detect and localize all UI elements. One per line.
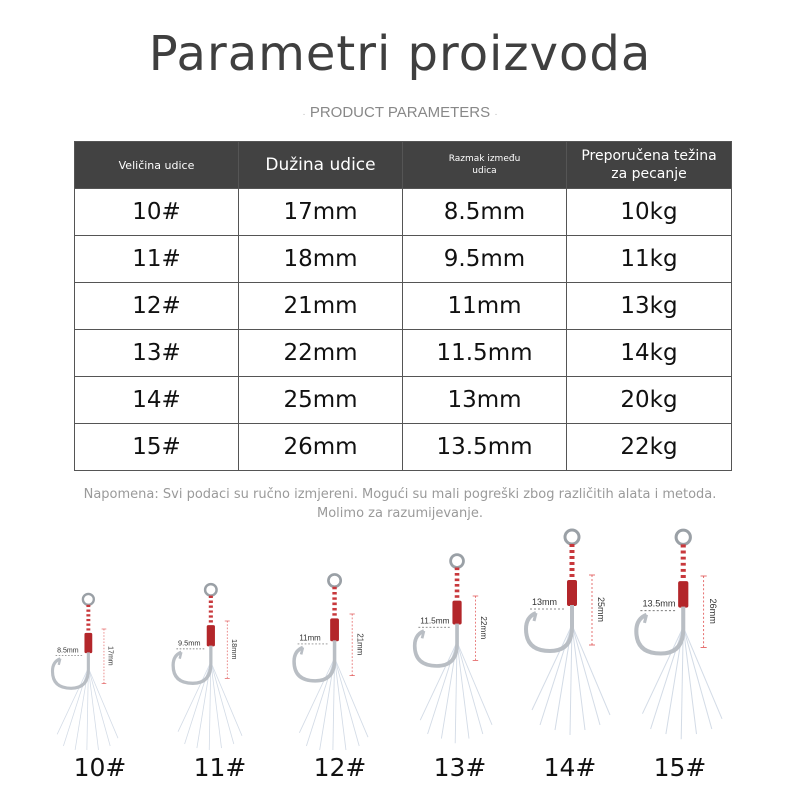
size-cell: 14#: [75, 377, 239, 424]
page-title: Parametri proizvoda: [148, 26, 652, 82]
table-row: [75, 236, 732, 283]
weight-cell: 13kg: [567, 283, 732, 330]
hook-item: [160, 520, 280, 800]
hook-size-label: 12#: [313, 753, 367, 782]
size-cell: 11#: [75, 236, 239, 283]
note-line-2: Molimo za razumijevanje.: [317, 506, 483, 521]
table-row: [75, 424, 732, 471]
header-length: Dužina udice: [239, 142, 403, 189]
table-body: [75, 189, 732, 471]
hook-length-label: 22mm: [478, 616, 488, 640]
header-size: Veličina udice: [75, 142, 239, 189]
length-cell: 17mm: [239, 189, 403, 236]
weight-cell: 10kg: [567, 189, 732, 236]
hooks-illustration: [0, 520, 800, 800]
gap-cell: 8.5mm: [403, 189, 567, 236]
gap-cell: 13mm: [403, 377, 567, 424]
hook-drawing: [160, 520, 280, 750]
table-row: [75, 330, 732, 377]
note-line-1: Napomena: Svi podaci su ručno izmjereni. Mogući su mali pogreški zbog različitih alata i metoda.: [83, 487, 717, 502]
hook-size-label: 11#: [193, 753, 247, 782]
hook-length-label: 21mm: [355, 633, 365, 656]
gap-cell: 9.5mm: [403, 236, 567, 283]
hook-item: [620, 520, 740, 800]
size-cell: 12#: [75, 283, 239, 330]
length-cell: 18mm: [239, 236, 403, 283]
weight-cell: 14kg: [567, 330, 732, 377]
hook-drawing: [510, 520, 630, 750]
hook-gap-label: 8.5mm: [57, 647, 79, 655]
hook-item: [40, 520, 160, 800]
hook-item: [280, 520, 400, 800]
hook-item: [510, 520, 630, 800]
length-cell: 25mm: [239, 377, 403, 424]
length-cell: 26mm: [239, 424, 403, 471]
header-weight: [567, 142, 732, 189]
hook-drawing: [280, 520, 400, 750]
weight-cell: 20kg: [567, 377, 732, 424]
table-header-row: [75, 142, 732, 189]
size-cell: 10#: [75, 189, 239, 236]
size-cell: 15#: [75, 424, 239, 471]
gap-cell: 11.5mm: [403, 330, 567, 377]
hook-drawing: [620, 520, 740, 750]
hook-size-label: 15#: [653, 753, 707, 782]
length-cell: 22mm: [239, 330, 403, 377]
hook-gap-label: 9.5mm: [178, 638, 201, 648]
weight-cell: 11kg: [567, 236, 732, 283]
hook-gap-label: 11.5mm: [420, 616, 450, 626]
hook-size-label: 10#: [73, 753, 127, 782]
header-gap-text: Razmak između udica: [448, 154, 521, 176]
table-row: [75, 283, 732, 330]
measurement-note: [0, 485, 800, 523]
header-weight-text: Preporučena težina za pecanje: [581, 148, 717, 182]
hook-length-label: 17mm: [106, 646, 114, 666]
size-cell: 13#: [75, 330, 239, 377]
hook-gap-label: 13.5mm: [642, 598, 676, 609]
gap-cell: 11mm: [403, 283, 567, 330]
hook-drawing: [400, 520, 520, 750]
parameters-table: [74, 141, 732, 471]
header-gap: [403, 142, 567, 189]
table-row: [75, 377, 732, 424]
subtitle-text: PRODUCT PARAMETERS: [309, 104, 491, 121]
hook-gap-label: 13mm: [532, 597, 558, 607]
hook-size-label: 14#: [543, 753, 597, 782]
hook-item: [400, 520, 520, 800]
hook-length-label: 25mm: [596, 597, 606, 623]
table-row: [75, 189, 732, 236]
hook-size-label: 13#: [433, 753, 487, 782]
hook-length-label: 18mm: [230, 639, 240, 660]
page-subtitle: · PRODUCT PARAMETERS ·: [302, 104, 498, 121]
gap-cell: 13.5mm: [403, 424, 567, 471]
weight-cell: 22kg: [567, 424, 732, 471]
length-cell: 21mm: [239, 283, 403, 330]
hook-drawing: [40, 520, 160, 750]
hook-length-label: 26mm: [707, 598, 718, 624]
hook-gap-label: 11mm: [299, 633, 321, 643]
